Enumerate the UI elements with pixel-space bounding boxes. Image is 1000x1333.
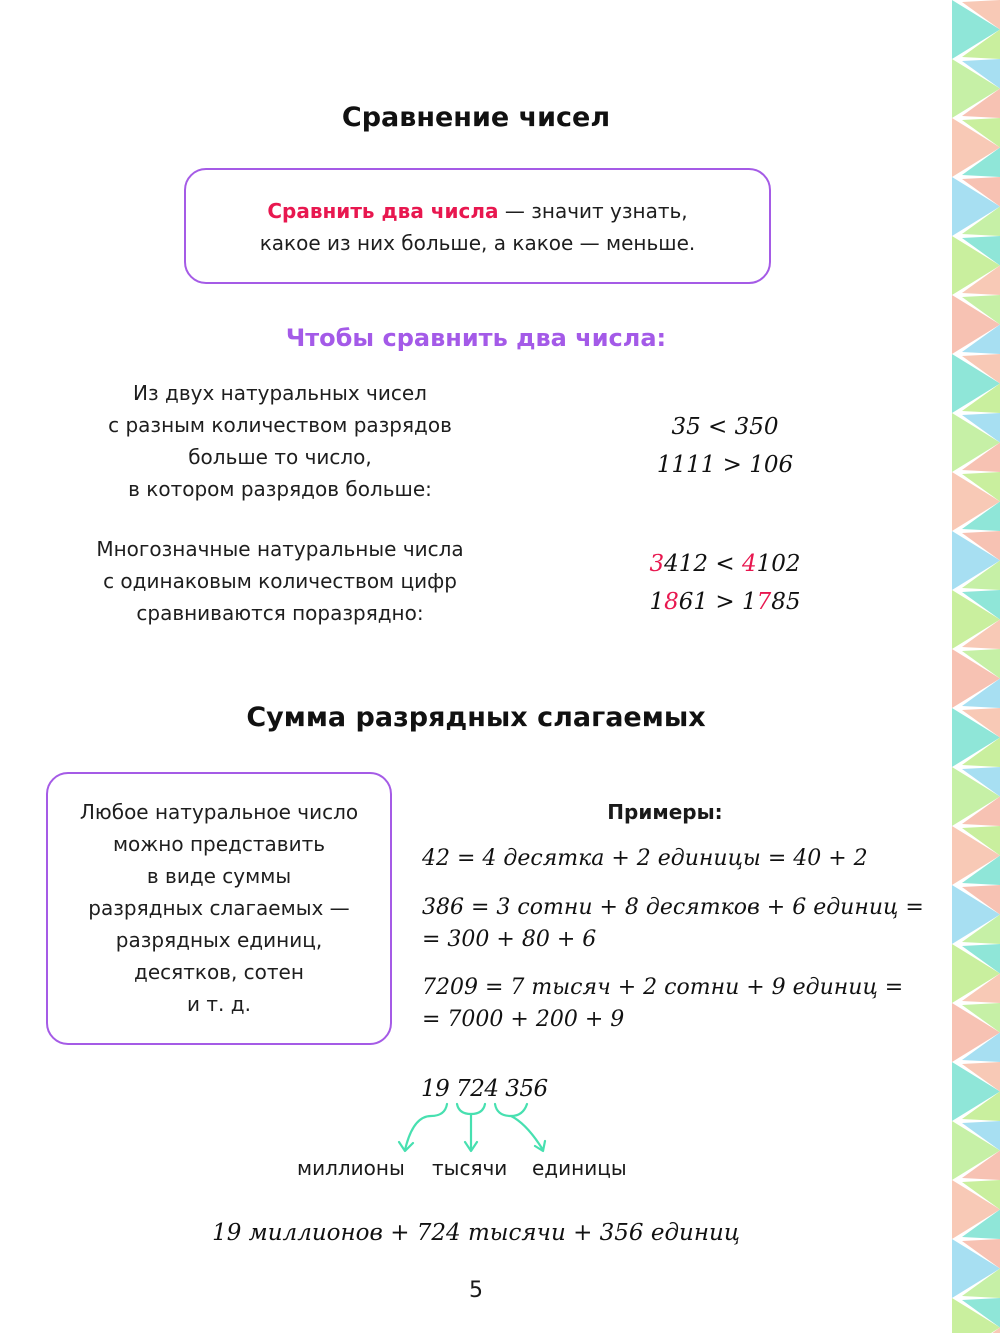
section-title-comparison: Сравнение чисел	[341, 102, 611, 133]
decorative-border-strip	[952, 0, 1000, 1333]
definition-line-2: какое из них больше, а какое — меньше.	[259, 231, 696, 255]
rule2-example-2	[600, 583, 850, 621]
digits: 412	[664, 551, 709, 577]
box-line: разрядных слагаемых —	[88, 896, 350, 920]
rule2-text	[50, 533, 510, 629]
box-line: Любое натуральное число	[79, 800, 359, 824]
arrow-units	[511, 1116, 543, 1150]
highlight-digit: 7	[756, 589, 772, 615]
rule2-examples	[600, 545, 850, 621]
digits: 1	[741, 589, 757, 615]
digits: 61	[678, 589, 709, 615]
box-line: и т. д.	[187, 992, 251, 1016]
definition-term: Сравнить два числа	[267, 199, 499, 223]
rule1-text	[60, 377, 500, 505]
breakdown-number: 19 724 356	[421, 1076, 548, 1102]
rule1-line: Из двух натуральных чисел	[133, 381, 427, 405]
example-2b: = 300 + 80 + 6	[422, 927, 597, 952]
rule1-examples	[600, 408, 850, 484]
sum-definition-text	[48, 796, 390, 1020]
highlight-digit: 8	[664, 589, 679, 615]
rule2-line: с одинаковым количеством цифр	[103, 569, 457, 593]
rule1-line: больше то число,	[188, 445, 372, 469]
examples-title: Примеры:	[607, 800, 723, 824]
box-line: десятков, сотен	[134, 960, 304, 984]
highlight-digit: 3	[649, 551, 665, 577]
rule2-line: сравниваются поразрядно:	[136, 601, 424, 625]
sum-definition-box	[46, 772, 392, 1045]
page-number: 5	[469, 1278, 483, 1303]
example-3b: = 7000 + 200 + 9	[422, 1007, 625, 1032]
definition-line-1	[186, 195, 769, 227]
operator: <	[708, 551, 742, 577]
digits: 85	[771, 589, 801, 615]
label-millions: миллионы	[297, 1156, 405, 1180]
highlight-digit: 4	[741, 551, 757, 577]
digits: 102	[756, 551, 801, 577]
breakdown-arrows	[395, 1100, 565, 1160]
rule1-example: 35 < 350	[671, 414, 779, 440]
box-line: разрядных единиц,	[115, 928, 323, 952]
rule1-line: с разным количеством разрядов	[108, 413, 452, 437]
rule1-line: в котором разрядов больше:	[128, 477, 432, 501]
rule2-example-1	[600, 545, 850, 583]
arrow-thousands-bracket	[457, 1104, 485, 1114]
example-2a: 386 = 3 сотни + 8 десятков + 6 единиц =	[422, 895, 924, 920]
rule1-example: 1111 > 106	[656, 452, 794, 478]
rule2-line: Многозначные натуральные числа	[96, 537, 464, 561]
section-title-sum: Сумма разрядных слагаемых	[246, 702, 706, 733]
box-line: можно представить	[112, 832, 326, 856]
label-units: единицы	[532, 1156, 627, 1180]
arrow-millions	[405, 1104, 447, 1150]
box-line: в виде суммы	[146, 864, 292, 888]
definition-rest: — значит узнать,	[498, 199, 688, 223]
example-3a: 7209 = 7 тысяч + 2 сотни + 9 единиц =	[422, 975, 904, 1000]
definition-box	[184, 168, 771, 284]
breakdown-sum: 19 миллионов + 724 тысячи + 356 единиц	[212, 1220, 740, 1246]
example-1: 42 = 4 десятка + 2 единицы = 40 + 2	[422, 846, 868, 871]
digits: 1	[649, 589, 665, 615]
comparison-subtitle: Чтобы сравнить два числа:	[285, 324, 667, 352]
arrow-units-bracket	[495, 1104, 527, 1116]
operator: >	[708, 589, 742, 615]
label-thousands: тысячи	[432, 1156, 508, 1180]
